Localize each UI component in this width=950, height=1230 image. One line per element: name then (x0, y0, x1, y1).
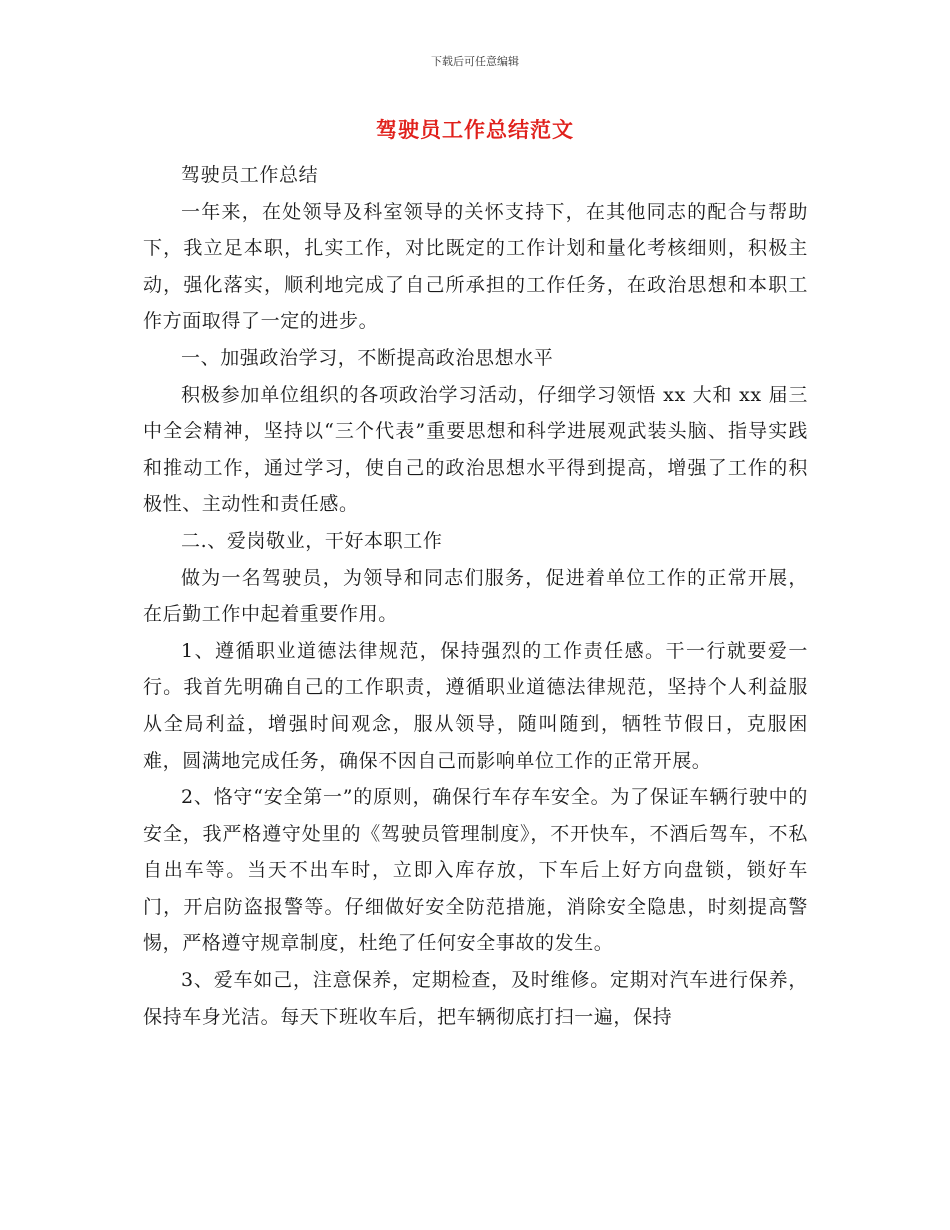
paragraph: 1、遵循职业道德法律规范，保持强烈的工作责任感。干一行就要爱一行。我首先明确自己的工作职责，遵循职业道德法律规范，坚持个人利益服从全局利益，增强时间观念，服从领导，随叫随到，牺牲节假日，克服困难，圆满地完成任务，确保不因自己而影响单位工作的正常开展。 (143, 639, 808, 772)
section-heading: 一、加强政治学习，不断提高政治思想水平 (181, 346, 554, 369)
paragraph: 2、恪守“安全第一”的原则，确保行车存车安全。为了保证车辆行驶中的安全，我严格遵守处里的《驾驶员管理制度》，不开快车，不酒后驾车，不私自出车等。当天不出车时，立即入库存放，下车后上好方向盘锁，锁好车门，开启防盗报警等。仔细做好安全防范措施，消除安全隐患，时刻提高警惕，严格遵守规章制度，杜绝了任何安全事故的发生。 (143, 786, 808, 955)
page-header-note: 下载后可任意编辑 (431, 55, 519, 68)
paragraph: 做为一名驾驶员，为领导和同志们服务，促进着单位工作的正常开展，在后勤工作中起着重要作用。 (143, 566, 808, 626)
section-heading: 驾驶员工作总结 (181, 164, 319, 186)
paragraph: 积极参加单位组织的各项政治学习活动，仔细学习领悟 xx 大和 xx 届三中全会精神，坚持以“三个代表”重要思想和科学进展观武装头脑、指导实践和推动工作，通过学习，使自己的政治思想水平得到提高，增强了工作的积极性、主动性和责任感。 (143, 383, 808, 516)
document-body (143, 157, 808, 1035)
paragraph: 3、爱车如己，注意保养，定期检查，及时维修。定期对汽车进行保养，保持车身光洁。每天下班收车后，把车辆彻底打扫一遍，保持 (143, 969, 808, 1028)
paragraph: 一年来，在处领导及科室领导的关怀支持下，在其他同志的配合与帮助下，我立足本职，扎实工作，对比既定的工作计划和量化考核细则，积极主动，强化落实，顺利地完成了自己所承担的工作任务，在政治思想和本职工作方面取得了一定的进步。 (143, 200, 808, 333)
section-heading: 二.、爱岗敬业，干好本职工作 (181, 529, 443, 552)
document-title: 驾驶员工作总结范文 (376, 117, 574, 142)
